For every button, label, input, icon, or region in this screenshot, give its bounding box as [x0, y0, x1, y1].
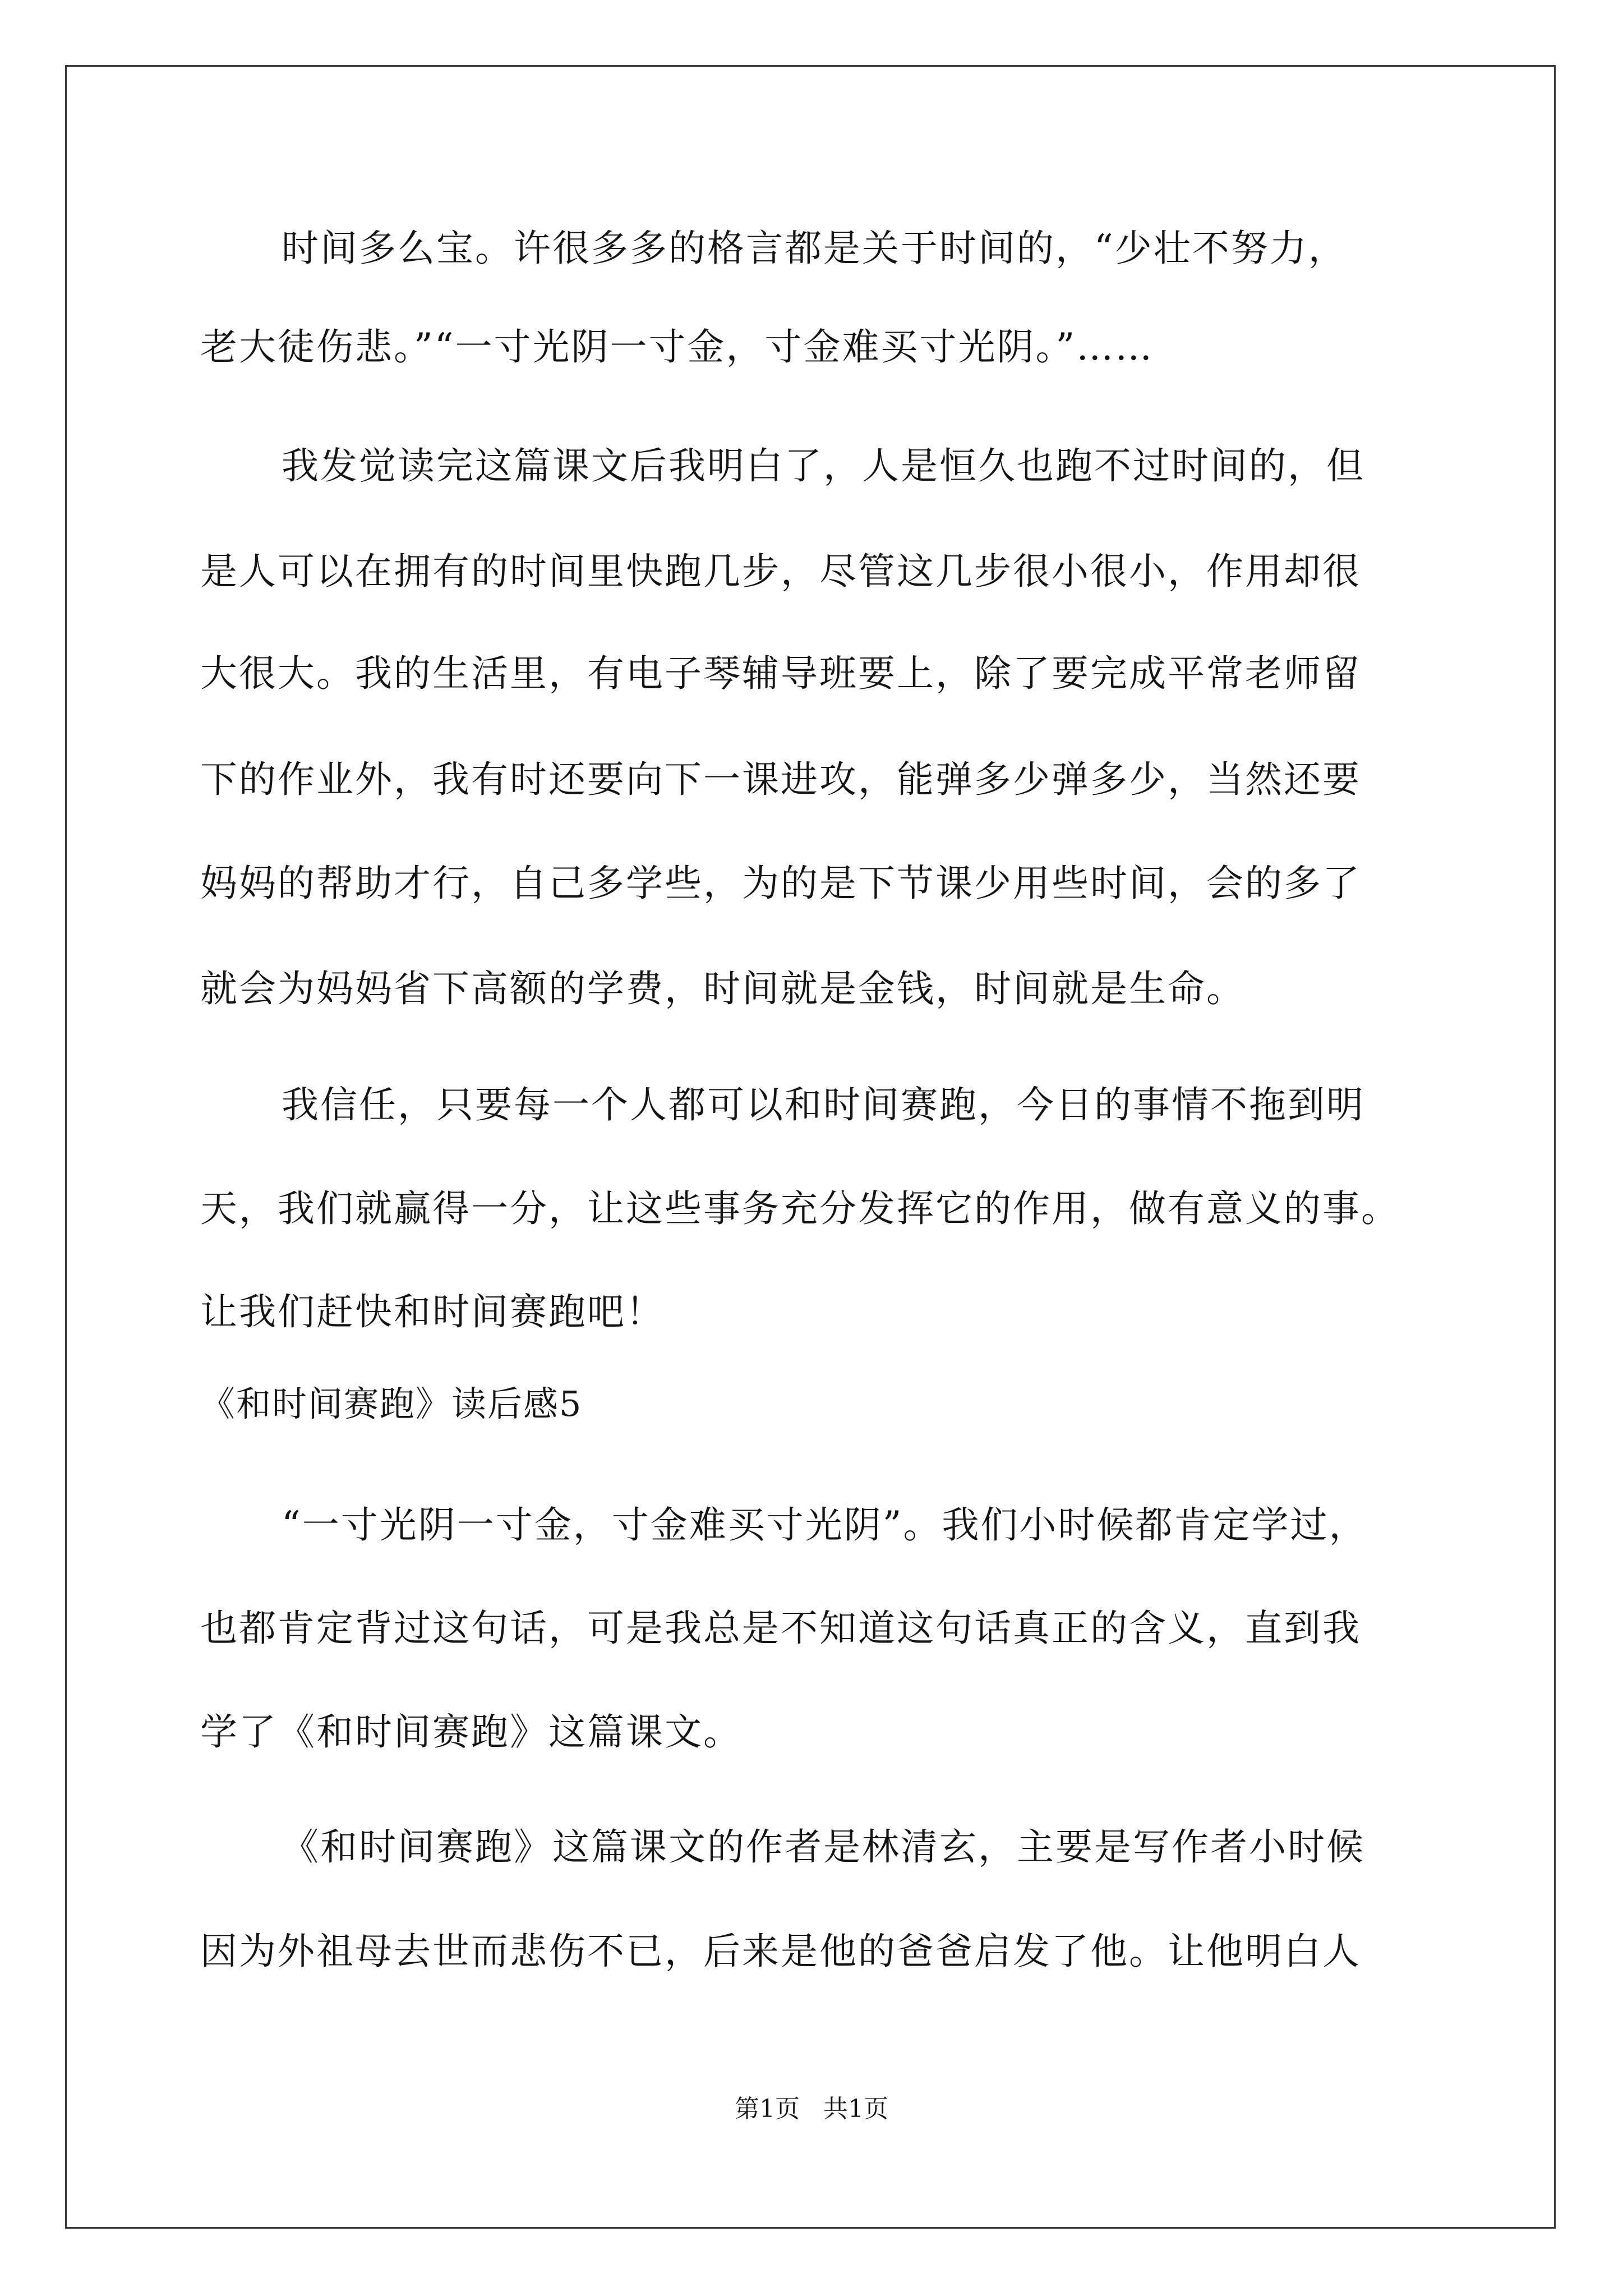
- text-line: 就会为妈妈省下高额的学费，时间就是金钱，时间就是生命。: [200, 967, 1245, 1010]
- text-line: 也都肯定背过这句话，可是我总是不知道这句话真正的含义，直到我: [200, 1607, 1361, 1650]
- text-line: 天，我们就赢得一分，让这些事务充分发挥它的作用，做有意义的事。: [200, 1187, 1400, 1230]
- text-line: 让我们赶快和时间赛跑吧！: [200, 1290, 665, 1333]
- text-line: 我信任，只要每一个人都可以和时间赛跑，今日的事情不拖到明: [282, 1083, 1365, 1126]
- page-number-footer: 第1页 共1页: [735, 2095, 888, 2123]
- page-border: [65, 65, 1556, 2229]
- text-line: 大很大。我的生活里，有电子琴辅导班要上，除了要完成平常老师留: [200, 652, 1361, 695]
- section-title: 《和时间赛跑》读后感5: [200, 1383, 583, 1424]
- text-line: “一寸光阴一寸金，寸金难买寸光阴”。我们小时候都肯定学过，: [282, 1503, 1368, 1547]
- text-line: 时间多么宝。许很多多的格言都是关于时间的，“少壮不努力，: [282, 227, 1347, 270]
- text-line: 因为外祖母去世而悲伤不已，后来是他的爸爸启发了他。让他明白人: [200, 1930, 1361, 1973]
- text-line: 妈妈的帮助才行，自己多学些，为的是下节课少用些时间，会的多了: [200, 862, 1361, 905]
- text-line: 是人可以在拥有的时间里快跑几步，尽管这几步很小很小，作用却很: [200, 550, 1361, 593]
- text-line: 我发觉读完这篇课文后我明白了，人是恒久也跑不过时间的，但: [282, 444, 1365, 487]
- text-line: 学了《和时间赛跑》这篇课文。: [200, 1710, 742, 1754]
- text-line: 老大徒伤悲。”“一寸光阴一寸金，寸金难买寸光阴。”……: [200, 325, 1154, 369]
- text-line: 《和时间赛跑》这篇课文的作者是林清玄，主要是写作者小时候: [282, 1825, 1365, 1869]
- text-line: 下的作业外，我有时还要向下一课进攻，能弹多少弹多少，当然还要: [200, 758, 1361, 801]
